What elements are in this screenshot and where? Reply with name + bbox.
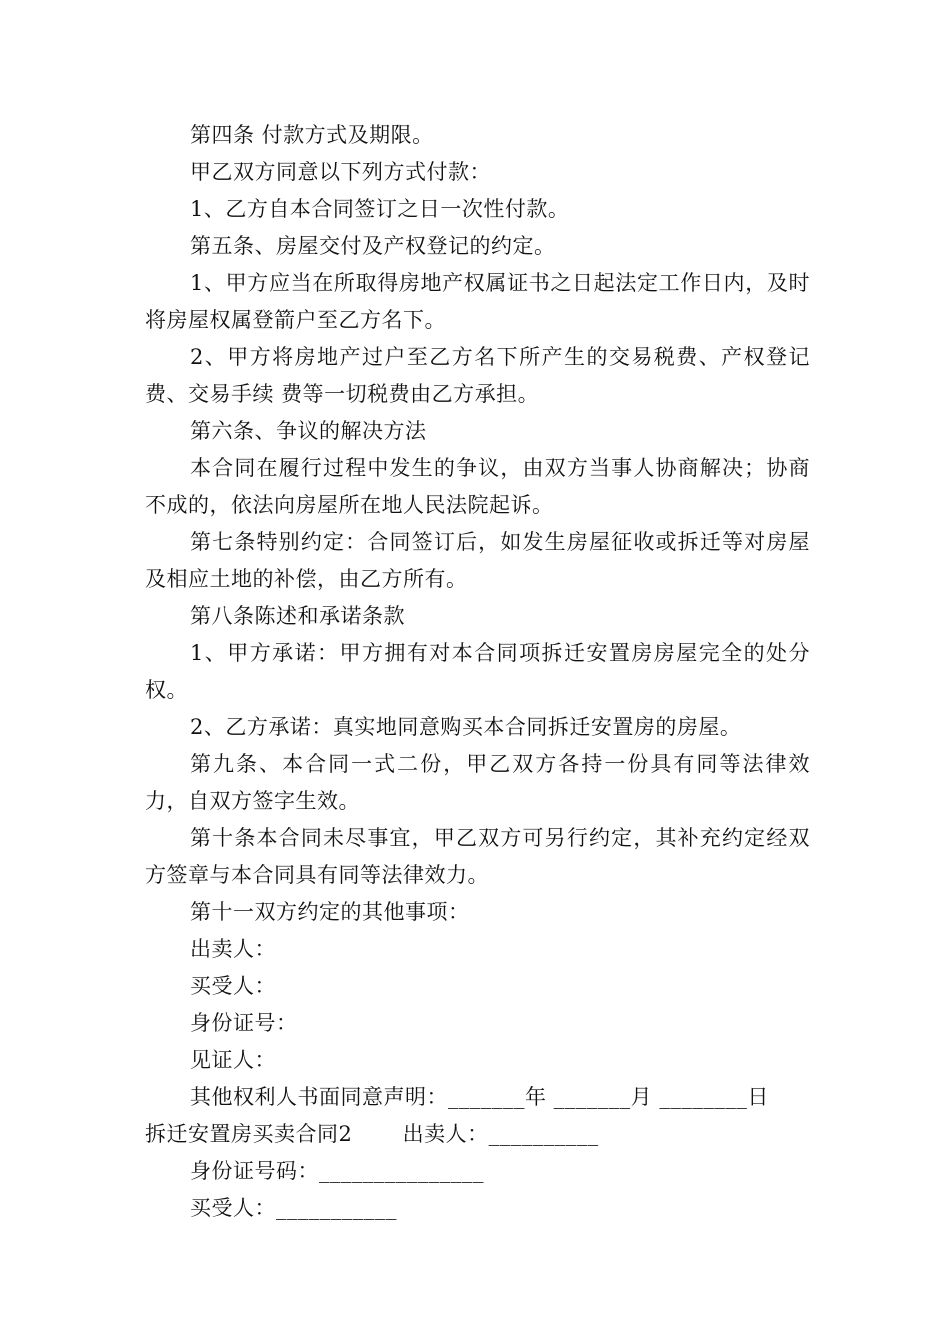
article-11-heading: 第十一双方约定的其他事项： xyxy=(190,900,470,924)
party-b-promise: 2、乙方承诺：真实地同意购买本合同拆迁安置房的房屋。 xyxy=(190,715,742,739)
contract-body xyxy=(145,117,810,1227)
buyer-label: 买受人： xyxy=(190,974,276,998)
id-number-label: 身份证号： xyxy=(190,1011,298,1035)
party-a-promise: 1、甲方承诺：甲方拥有对本合同项拆迁安置房房屋完全的处分权。 xyxy=(145,641,810,702)
article-6-heading: 第六条、争议的解决方法 xyxy=(190,419,427,443)
payment-clause-1: 1、乙方自本合同签订之日一次性付款。 xyxy=(190,197,570,221)
witness-label: 见证人： xyxy=(190,1048,276,1072)
article-9-text: 第九条、本合同一式二份，甲乙双方各持一份具有同等法律效力，自双方签字生效。 xyxy=(145,752,810,813)
article-8-heading: 第八条陈述和承诺条款 xyxy=(190,604,405,628)
article-7-text: 第七条特别约定：合同签订后，如发生房屋征收或拆迁等对房屋及相应土地的补偿，由乙方所有。 xyxy=(145,530,810,591)
seller-label: 出卖人： xyxy=(190,937,276,961)
dispute-resolution-text: 本合同在履行过程中发生的争议，由双方当事人协商解决；协商不成的，依法向房屋所在地人民法院起诉。 xyxy=(145,456,810,517)
contract-2-seller-line: 拆迁安置房买卖合同2 出卖人：__________ xyxy=(145,1122,599,1146)
article-10-text: 第十条本合同未尽事宜，甲乙双方可另行约定，其补充约定经双方签章与本合同具有同等法律效力。 xyxy=(145,826,810,887)
article-5-heading: 第五条、房屋交付及产权登记的约定。 xyxy=(190,234,556,258)
delivery-clause-1: 1、甲方应当在所取得房地产权属证书之日起法定工作日内，及时将房屋权属登箭户至乙方名下。 xyxy=(145,271,810,332)
payment-method-intro: 甲乙双方同意以下列方式付款： xyxy=(190,160,491,184)
delivery-clause-2: 2、甲方将房地产过户至乙方名下所产生的交易税费、产权登记费、交易手续 费等一切税费由乙方承担。 xyxy=(145,345,810,406)
buyer-signature-line: 买受人：___________ xyxy=(190,1196,397,1220)
article-4-heading: 第四条 付款方式及期限。 xyxy=(190,123,434,147)
id-card-number-line: 身份证号码：_______________ xyxy=(190,1159,484,1183)
consent-statement-date-line: 其他权利人书面同意声明：_______年 _______月 ________日 xyxy=(190,1085,769,1109)
